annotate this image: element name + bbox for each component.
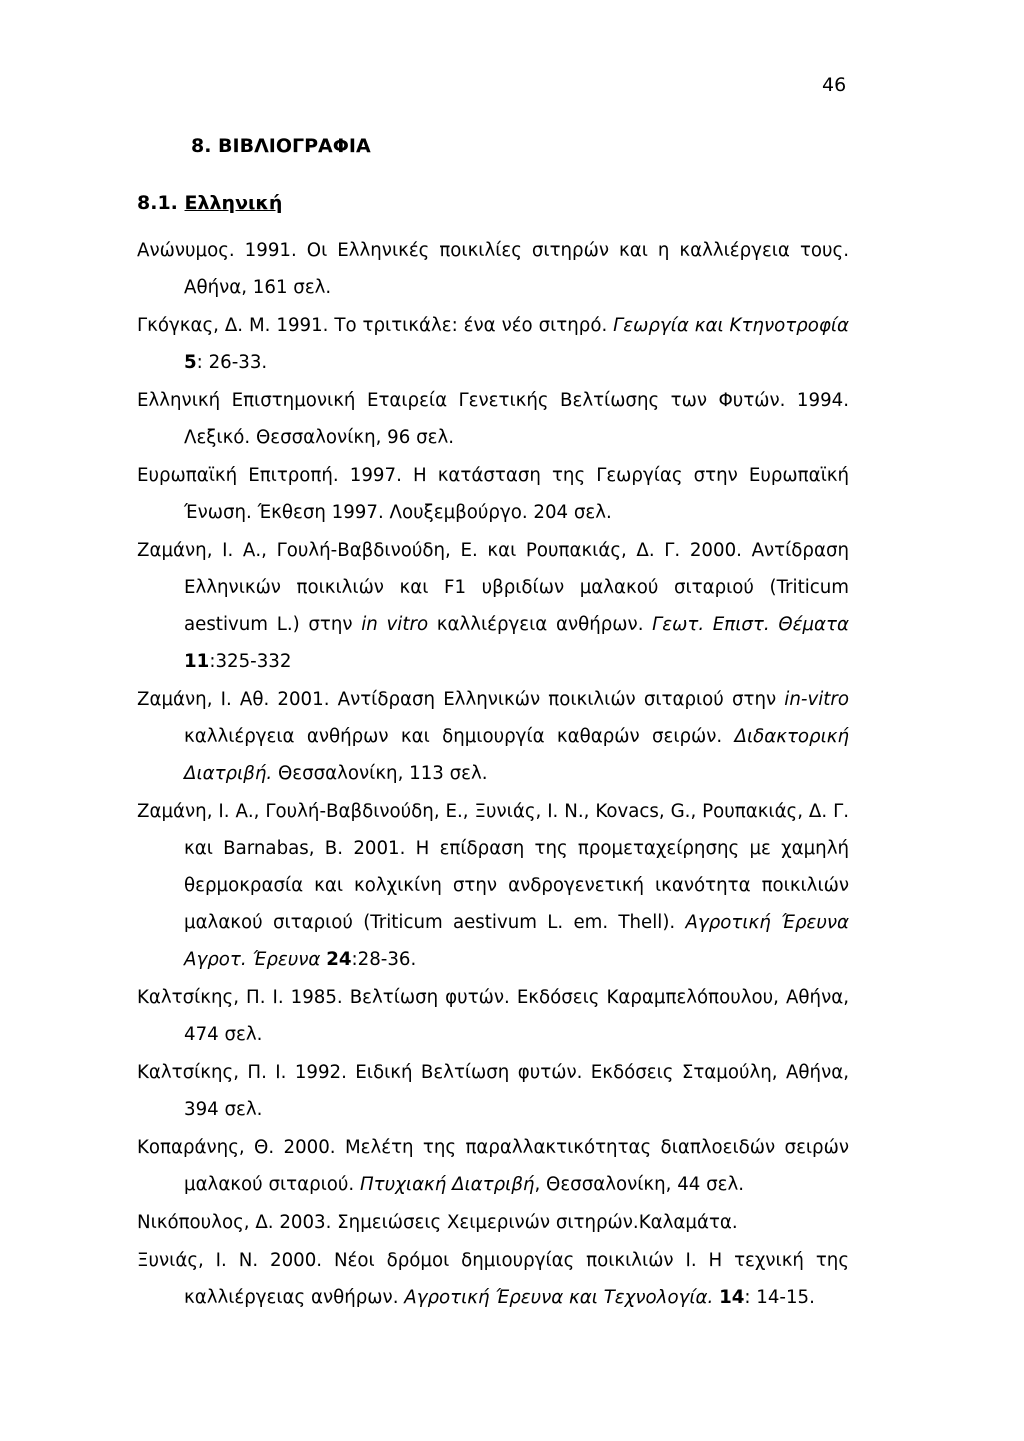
reference-entry xyxy=(137,793,849,978)
reference-text: Ζαμάνη, Ι. Α., Γουλή-Βαβδινούδη, Ε. και Ρουπακιάς, Δ. Γ. 2000. Αντίδραση Ελληνικών ποικιλιών και F1 υβριδίων μαλακού σιταριού (Triticum aestivum L.) στην xyxy=(137,540,849,635)
reference-entry xyxy=(137,1054,849,1128)
reference-text: Καλτσίκης, Π. Ι. 1992. Ειδική Βελτίωση φυτών. Εκδόσεις Σταμούλη, Αθήνα, 394 σελ. xyxy=(137,1062,849,1120)
reference-text: Καλτσίκης, Π. Ι. 1985. Βελτίωση φυτών. Εκδόσεις Καραμπελόπουλου, Αθήνα, 474 σελ. xyxy=(137,987,849,1045)
reference-text: in-vitro xyxy=(784,689,849,710)
reference-entry xyxy=(137,1129,849,1203)
reference-text: Αγροτική Έρευνα Αγροτ. Έρευνα xyxy=(184,912,849,970)
reference-text: : 14-15. xyxy=(744,1287,815,1308)
reference-text: Ξυνιάς, Ι. Ν. 2000. Νέοι δρόμοι δημιουργίας ποικιλιών Ι. Η τεχνική της καλλιέργειας ανθήρων. xyxy=(137,1250,849,1308)
reference-text: in vitro xyxy=(361,614,429,635)
reference-text: Ευρωπαϊκή Επιτροπή. 1997. Η κατάσταση της Γεωργίας στην Ευρωπαϊκή Ένωση. Έκθεση 1997. Λουξεμβούργο. 204 σελ. xyxy=(137,465,849,523)
reference-entry xyxy=(137,681,849,792)
reference-text: Κοπαράνης, Θ. 2000. Μελέτη της παραλλακτικότητας διαπλοειδών σειρών μαλακού σιταριού. xyxy=(137,1137,849,1195)
reference-text: Αγροτική Έρευνα και Τεχνολογία. xyxy=(404,1287,714,1308)
reference-text: Διδακτορική Διατριβή. xyxy=(184,726,849,784)
reference-entry xyxy=(137,232,849,306)
reference-text: : 26-33. xyxy=(196,352,268,373)
reference-text: :28-36. xyxy=(351,949,417,970)
reference-text: Γκόγκας, Δ. Μ. 1991. Το τριτικάλε: ένα νέο σιτηρό. xyxy=(137,315,614,336)
subsection-heading xyxy=(137,192,282,214)
reference-text: Θεσσαλονίκη, 113 σελ. xyxy=(272,763,488,784)
reference-entry xyxy=(137,307,849,381)
reference-text: 5 xyxy=(184,352,197,373)
reference-text: Ζαμάνη, Ι. Αθ. 2001. Αντίδραση Ελληνικών ποικιλιών σιταριού στην xyxy=(137,689,785,710)
reference-text: Γεωτ. Επιστ. Θέματα xyxy=(652,614,849,635)
subsection-title: Ελληνική xyxy=(184,192,283,214)
reference-text: καλλιέργεια ανθήρων και δημιουργία καθαρών σειρών. xyxy=(184,726,735,747)
reference-text: 24 xyxy=(326,949,352,970)
reference-entry xyxy=(137,1204,849,1241)
section-heading: 8. ΒΙΒΛΙΟΓΡΑΦΙΑ xyxy=(191,135,371,157)
reference-list xyxy=(137,232,849,1317)
reference-text: :325-332 xyxy=(209,651,292,672)
page-number: 46 xyxy=(822,74,847,96)
reference-text: Ελληνική Επιστημονική Εταιρεία Γενετικής Βελτίωσης των Φυτών. 1994. Λεξικό. Θεσσαλονίκη, 96 σελ. xyxy=(137,390,849,448)
reference-entry xyxy=(137,457,849,531)
reference-text: Ζαμάνη, Ι. Α., Γουλή-Βαβδινούδη, Ε., Ξυνιάς, Ι. Ν., Kovacs, G., Ρουπακιάς, Δ. Γ. και Barnabas, Β. 2001. Η επίδραση της προμεταχείρησης με χαμηλή θερμοκρασία και κολχικίνη στην ανδρογενετική ικανότητα ποικιλιών μαλακού σιταριού (Triticum aestivum L. em. Thell). xyxy=(137,801,849,933)
reference-text: Γεωργία και Κτηνοτροφία xyxy=(613,315,849,336)
reference-text: Νικόπουλος, Δ. 2003. Σημειώσεις Χειμερινών σιτηρών.Καλαμάτα. xyxy=(137,1212,738,1233)
reference-entry xyxy=(137,382,849,456)
subsection-number: 8.1. xyxy=(137,192,178,214)
reference-text: καλλιέργεια ανθήρων. xyxy=(428,614,653,635)
reference-entry xyxy=(137,979,849,1053)
reference-text: 11 xyxy=(184,651,210,672)
reference-entry xyxy=(137,532,849,680)
reference-text: Πτυχιακή Διατριβή xyxy=(360,1174,535,1195)
reference-text: Ανώνυμος. 1991. Οι Ελληνικές ποικιλίες σιτηρών και η καλλιέργεια τους. Αθήνα, 161 σελ. xyxy=(137,240,849,298)
reference-text: , Θεσσαλονίκη, 44 σελ. xyxy=(534,1174,745,1195)
reference-text: 14 xyxy=(719,1287,745,1308)
reference-entry xyxy=(137,1242,849,1316)
